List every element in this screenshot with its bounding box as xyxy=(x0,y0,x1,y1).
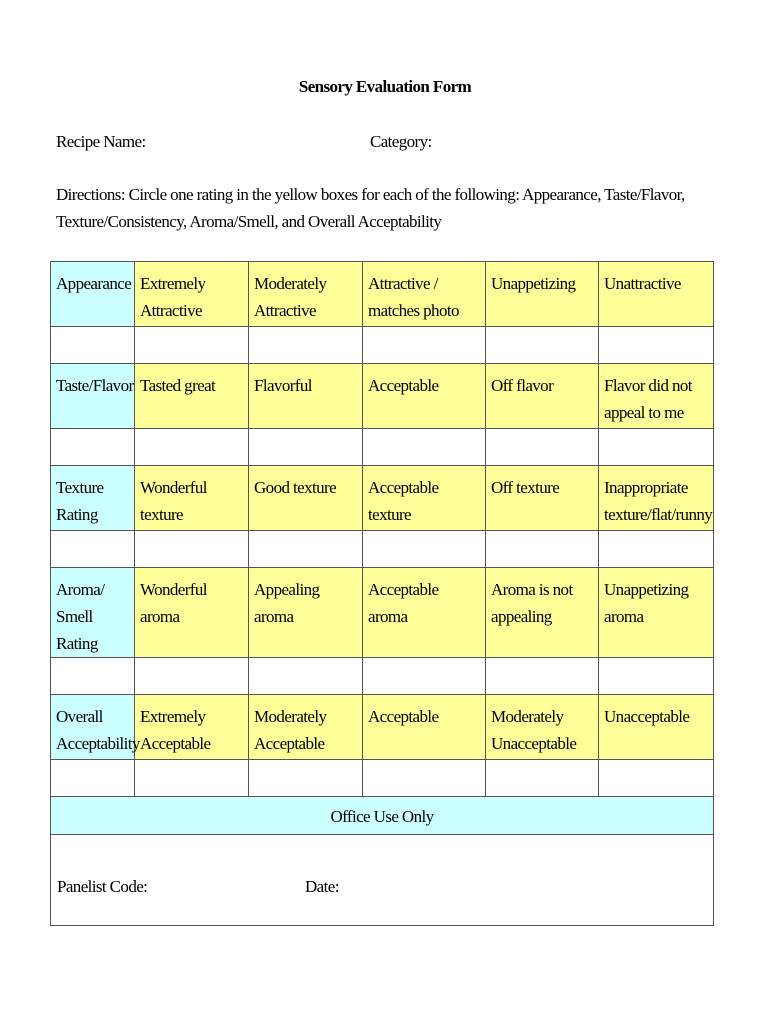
rating-option[interactable]: Unattractive xyxy=(599,262,714,327)
rating-row xyxy=(51,262,714,327)
criterion-label: Taste/Flavor xyxy=(51,364,135,429)
blank-cell xyxy=(363,429,486,466)
rating-option[interactable]: Off flavor xyxy=(486,364,599,429)
date-label: Date: xyxy=(305,877,339,896)
rating-option[interactable]: Flavorful xyxy=(249,364,363,429)
blank-cell xyxy=(249,760,363,797)
blank-cell xyxy=(51,658,135,695)
rating-row xyxy=(51,466,714,531)
blank-cell xyxy=(599,760,714,797)
blank-cell xyxy=(599,327,714,364)
blank-row xyxy=(51,760,714,797)
recipe-name-label: Recipe Name: xyxy=(56,132,146,151)
blank-cell xyxy=(135,531,249,568)
rating-option[interactable]: Off texture xyxy=(486,466,599,531)
blank-cell xyxy=(486,327,599,364)
rating-row xyxy=(51,568,714,658)
panelist-code-label: Panelist Code: xyxy=(57,877,148,896)
rating-option[interactable]: Flavor did not appeal to me xyxy=(599,364,714,429)
rating-option[interactable]: Moderately Unacceptable xyxy=(486,695,599,760)
blank-row xyxy=(51,327,714,364)
blank-cell xyxy=(486,760,599,797)
blank-cell xyxy=(51,760,135,797)
blank-cell xyxy=(599,658,714,695)
rating-option[interactable]: Appealing aroma xyxy=(249,568,363,658)
rating-option[interactable]: Acceptable aroma xyxy=(363,568,486,658)
rating-table xyxy=(50,261,714,926)
rating-option[interactable]: Wonderful texture xyxy=(135,466,249,531)
blank-cell xyxy=(363,327,486,364)
blank-cell xyxy=(486,429,599,466)
blank-cell xyxy=(249,327,363,364)
category-label: Category: xyxy=(370,132,432,151)
blank-cell xyxy=(135,327,249,364)
rating-option[interactable]: Moderately Attractive xyxy=(249,262,363,327)
blank-cell xyxy=(135,760,249,797)
directions-line-2: Texture/Consistency, Aroma/Smell, and Overall Acceptability xyxy=(56,212,442,231)
blank-cell xyxy=(486,658,599,695)
rating-option[interactable]: Unappetizing xyxy=(486,262,599,327)
page-title: Sensory Evaluation Form xyxy=(298,77,472,96)
rating-option[interactable]: Unacceptable xyxy=(599,695,714,760)
rating-option[interactable]: Acceptable texture xyxy=(363,466,486,531)
rating-row xyxy=(51,364,714,429)
criterion-label: Aroma/ Smell Rating xyxy=(51,568,135,658)
blank-cell xyxy=(486,531,599,568)
rating-row xyxy=(51,695,714,760)
rating-option[interactable]: Acceptable xyxy=(363,695,486,760)
blank-row xyxy=(51,429,714,466)
directions-line-1: Directions: Circle one rating in the yellow boxes for each of the following: Appearance, Taste/Flavor, xyxy=(56,185,685,204)
blank-cell xyxy=(135,429,249,466)
blank-cell xyxy=(51,531,135,568)
blank-cell xyxy=(51,429,135,466)
blank-cell xyxy=(249,531,363,568)
rating-option[interactable]: Extremely Attractive xyxy=(135,262,249,327)
blank-cell xyxy=(599,531,714,568)
blank-cell xyxy=(51,327,135,364)
rating-option[interactable]: Wonderful aroma xyxy=(135,568,249,658)
office-use-header: Office Use Only xyxy=(51,797,714,835)
rating-option[interactable]: Extremely Acceptable xyxy=(135,695,249,760)
rating-option[interactable]: Aroma is not appealing xyxy=(486,568,599,658)
rating-option[interactable]: Attractive / matches photo xyxy=(363,262,486,327)
blank-row xyxy=(51,531,714,568)
rating-option[interactable]: Unappetizing aroma xyxy=(599,568,714,658)
blank-cell xyxy=(135,658,249,695)
rating-option[interactable]: Inappropriate texture/flat/runny xyxy=(599,466,714,531)
rating-option[interactable]: Good texture xyxy=(249,466,363,531)
blank-cell xyxy=(249,429,363,466)
blank-cell xyxy=(363,531,486,568)
blank-row xyxy=(51,658,714,695)
criterion-label: Appearance xyxy=(51,262,135,327)
rating-option[interactable]: Tasted great xyxy=(135,364,249,429)
criterion-label: Texture Rating xyxy=(51,466,135,531)
criterion-label: Overall Acceptability xyxy=(51,695,135,760)
blank-cell xyxy=(363,658,486,695)
blank-cell xyxy=(363,760,486,797)
rating-option[interactable]: Acceptable xyxy=(363,364,486,429)
blank-cell xyxy=(599,429,714,466)
blank-cell xyxy=(249,658,363,695)
rating-option[interactable]: Moderately Acceptable xyxy=(249,695,363,760)
office-use-panel xyxy=(51,835,714,926)
